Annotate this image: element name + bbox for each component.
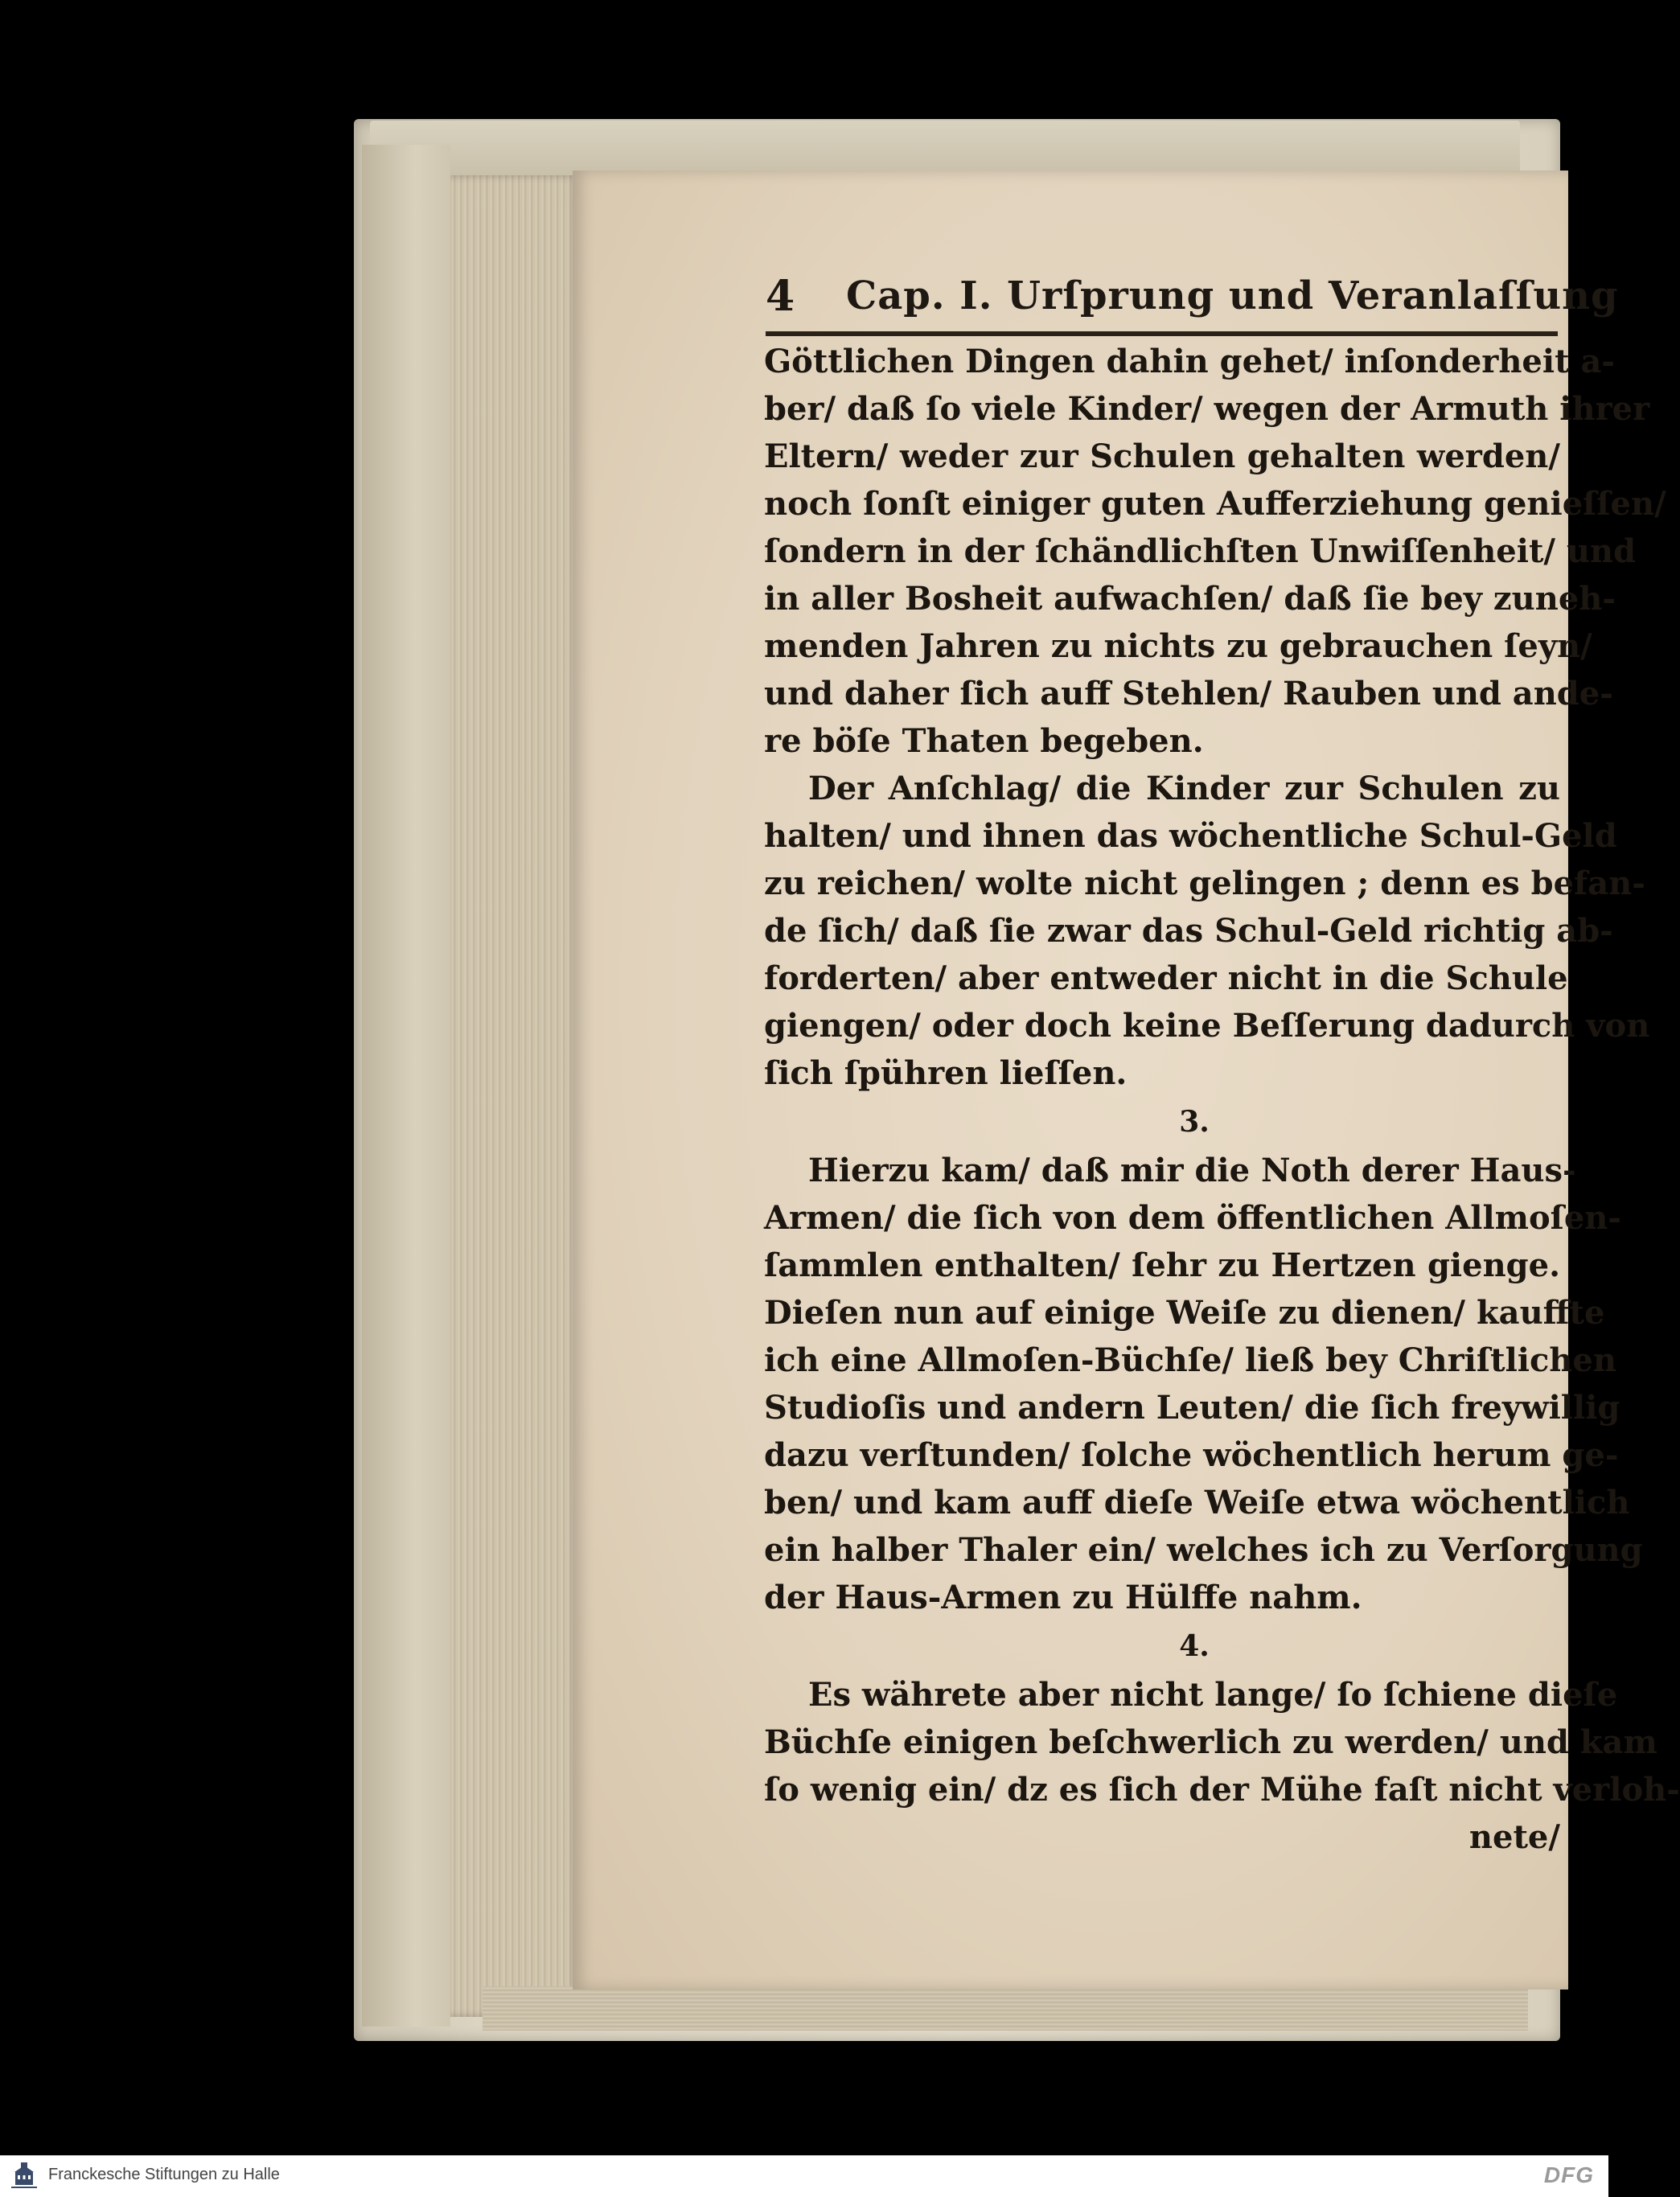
text-line: ſondern in der ſchändlichſten Unwiſſenheit/ und <box>764 532 1637 570</box>
text-line: de ſich/ daß ſie zwar das Schul-Geld richtig ab- <box>764 912 1613 950</box>
text-line: Büchſe einigen beſchwerlich zu werden/ und kam <box>764 1723 1657 1761</box>
text-line: forderten/ aber entweder nicht in die Schule <box>764 959 1568 997</box>
running-head: Cap. I. Urſprung und Veranlaſſung <box>846 273 1619 318</box>
text-line: Göttlichen Dingen dahin gehet/ inſonderheit a- <box>764 343 1615 380</box>
text-line: Eltern/ weder zur Schulen gehalten werden/ <box>764 437 1560 475</box>
text-line: noch ſonſt einiger guten Aufferziehung genieſſen/ <box>764 485 1666 523</box>
text-line: in aller Bosheit aufwachſen/ daß ſie bey zuneh- <box>764 580 1616 618</box>
body-text <box>764 338 1680 1861</box>
text-line: Der Anſchlag/ die Kinder zur Schulen zu <box>808 770 1560 807</box>
page-bottom-edges <box>483 1986 1528 2031</box>
text-line: und daher ſich auff Stehlen/ Rauben und ande- <box>764 675 1613 712</box>
franckesche-stiftungen-logo-icon <box>10 2161 39 2191</box>
text-line: ſo wenig ein/ dz es ſich der Mühe faſt nicht verloh- <box>764 1771 1680 1809</box>
text-line: ein halber Thaler ein/ welches ich zu Verſorgung <box>764 1531 1643 1569</box>
text-line: ich eine Allmoſen-Büchſe/ ließ bey Chriſtlichen <box>764 1341 1616 1379</box>
text-line: dazu verſtunden/ ſolche wöchentlich herum ge- <box>764 1436 1619 1474</box>
text-line: Dieſen nun auf einige Weiſe zu dienen/ kauffte <box>764 1294 1605 1332</box>
section-number: 4. <box>1179 1629 1210 1663</box>
text-line: ſich ſpühren lieſſen. <box>764 1054 1128 1092</box>
viewer-footer <box>0 2155 1608 2197</box>
text-line: ſammlen enthalten/ ſehr zu Hertzen gienge. <box>764 1246 1560 1284</box>
book-cover-top-edge <box>370 121 1520 177</box>
dfg-logo: DFG <box>1543 2162 1594 2187</box>
institution-name: Franckesche Stiftungen zu Halle <box>48 2166 280 2183</box>
text-line: der Haus-Armen zu Hülffe nahm. <box>764 1579 1362 1616</box>
header-rule <box>766 331 1558 336</box>
section-number: 3. <box>1179 1105 1210 1139</box>
text-line: Hierzu kam/ daß mir die Noth derer Haus- <box>808 1152 1576 1189</box>
page-number: 4 <box>766 272 795 321</box>
text-line: ber/ daß ſo viele Kinder/ wegen der Armuth ihrer <box>764 390 1650 428</box>
text-line: zu reichen/ wolte nicht gelingen ; denn es befan- <box>764 864 1645 902</box>
page-edges <box>450 175 579 2017</box>
text-line: Es währete aber nicht lange/ ſo ſchiene dieſe <box>808 1676 1618 1714</box>
text-line: re böſe Thaten begeben. <box>764 722 1204 760</box>
page-header <box>766 265 1619 330</box>
text-line: ben/ und kam auff dieſe Weiſe etwa wöchentlich <box>764 1484 1630 1521</box>
catchword: nete/ <box>1468 1818 1560 1856</box>
text-line: halten/ und ihnen das wöchentliche Schul-Geld <box>764 817 1617 855</box>
text-line: Armen/ die ſich von dem öffentlichen Allmoſen- <box>764 1199 1621 1237</box>
text-line: giengen/ oder doch keine Beſſerung dadurch von <box>764 1007 1650 1045</box>
text-line: Studioſis und andern Leuten/ die ſich freywillig <box>764 1389 1620 1427</box>
text-line: menden Jahren zu nichts zu gebrauchen ſeyn/ <box>764 627 1592 665</box>
book-cover-fold <box>362 145 450 2027</box>
